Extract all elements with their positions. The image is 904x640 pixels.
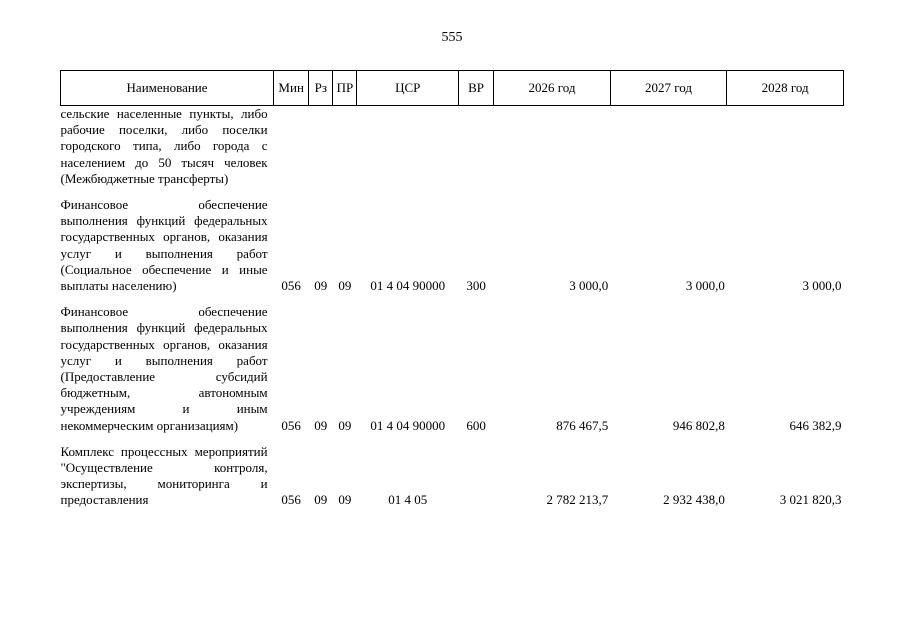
table-header-row [61, 71, 844, 106]
row-name: сельские населенные пункты, либо рабочие поселки, либо поселки городского типа, либо города с населением до 50 тысяч человек (Межбюджетные трансферты) [60, 106, 268, 186]
row-min: 056 [281, 278, 301, 294]
row-vr: 300 [466, 278, 486, 294]
header-name: Наименование [61, 71, 274, 106]
row-min [274, 106, 309, 198]
row-2026: 3 000,0 [569, 278, 609, 294]
budget-table [60, 70, 844, 509]
row-rz [309, 106, 333, 198]
page-number: 555 [441, 30, 463, 45]
header-2027: 2027 год [610, 71, 727, 106]
row-csr: 01 4 05 [388, 492, 428, 508]
row-2027: 2 932 438,0 [663, 492, 725, 508]
row-2026 [494, 106, 611, 198]
header-2026: 2026 год [494, 71, 611, 106]
header-csr: ЦСР [357, 71, 459, 106]
table-row [61, 197, 844, 304]
row-vr [458, 106, 493, 198]
row-2027: 3 000,0 [685, 278, 725, 294]
row-vr: 600 [466, 417, 486, 433]
row-2026: 876 467,5 [556, 417, 609, 433]
row-csr: 01 4 04 90000 [370, 417, 446, 433]
row-name: Финансовое обеспечение выполнения функций федеральных государственных органов, оказания услуг и выполнения работ (Социальное обеспечение и иные выплаты населению) [60, 197, 268, 294]
row-csr [357, 106, 459, 198]
table-row [61, 106, 844, 198]
row-2028: 3 021 820,3 [779, 492, 842, 508]
row-min: 056 [281, 492, 301, 508]
row-2027 [610, 106, 727, 198]
header-2028: 2028 год [727, 71, 844, 106]
header-min: Мин [274, 71, 309, 106]
table-row [61, 444, 844, 509]
row-rz: 09 [314, 417, 328, 433]
row-2028: 646 382,9 [789, 417, 842, 433]
header-pr: ПР [333, 71, 357, 106]
header-rz: Рз [309, 71, 333, 106]
row-rz: 09 [314, 278, 328, 294]
row-2028: 3 000,0 [802, 278, 842, 294]
row-2027: 946 802,8 [672, 417, 725, 433]
row-pr: 09 [338, 417, 352, 433]
row-csr: 01 4 04 90000 [370, 278, 446, 294]
row-rz: 09 [314, 492, 328, 508]
row-min: 056 [281, 417, 301, 433]
header-vr: ВР [458, 71, 493, 106]
row-2026: 2 782 213,7 [546, 492, 609, 508]
table-row [61, 304, 844, 444]
row-pr: 09 [338, 278, 352, 294]
row-pr: 09 [338, 492, 352, 508]
row-name: Комплекс процессных мероприятий "Осуществление контроля, экспертизы, мониторинга и предоставления [60, 443, 268, 508]
row-vr [458, 444, 493, 509]
row-2028 [727, 106, 844, 198]
row-pr [333, 106, 357, 198]
row-name: Финансовое обеспечение выполнения функций федеральных государственных органов, оказания услуг и выполнения работ (Предоставление субсидий бюджетным, автономным учреждениям и иным некоммерческим организациям) [60, 304, 268, 433]
